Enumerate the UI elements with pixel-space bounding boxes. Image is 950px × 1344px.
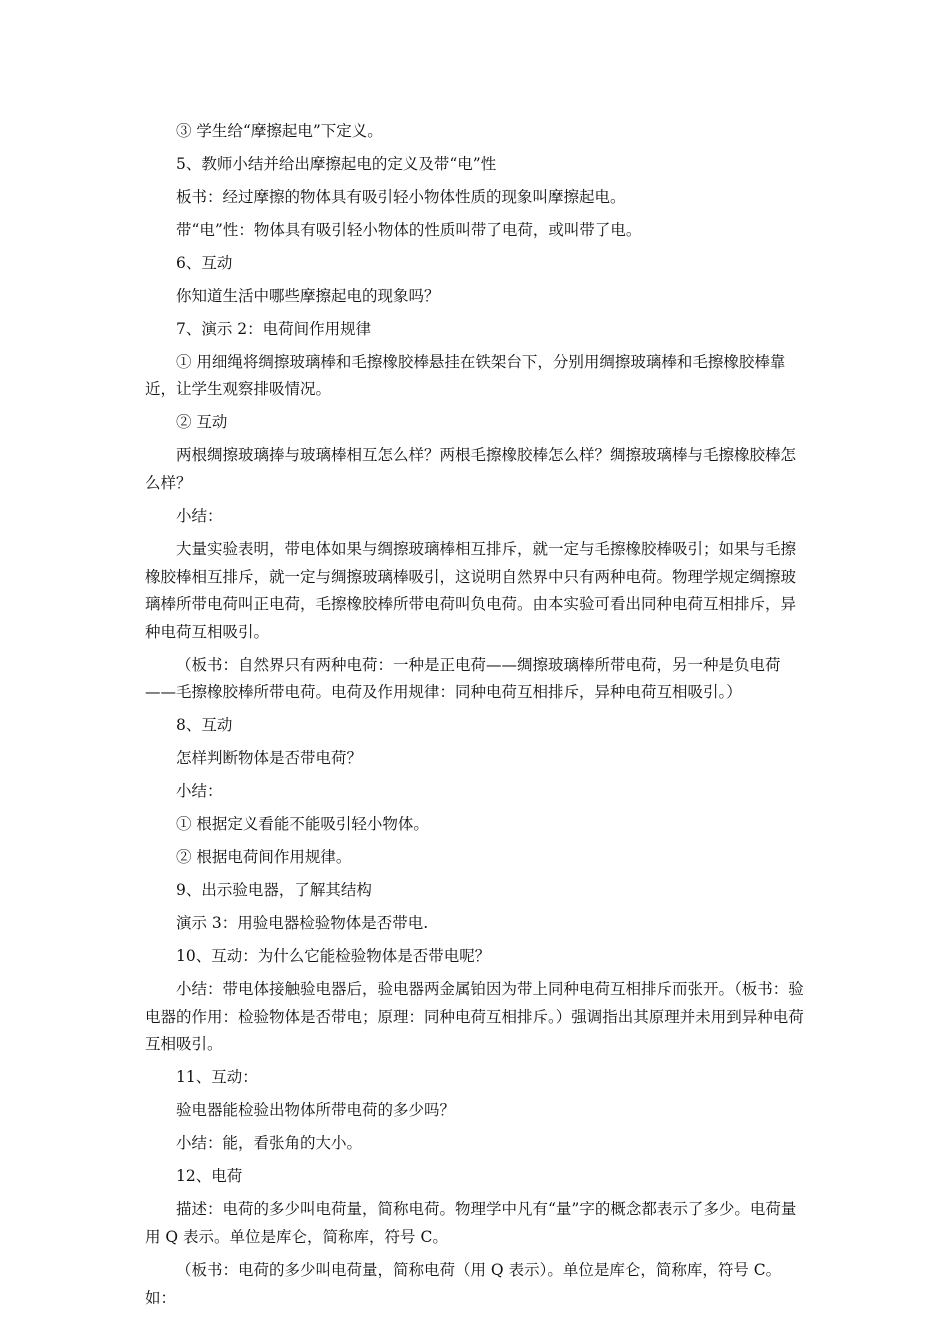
paragraph-question-daily-life: 你知道生活中哪些摩擦起电的现象吗？ bbox=[176, 286, 440, 305]
paragraph-charged-property: 带“电”性：物体具有吸引轻小物体的性质叫带了电荷，或叫带了电。 bbox=[176, 220, 642, 239]
paragraph-section-8-heading: 8、互动 bbox=[176, 716, 233, 735]
paragraph-board-friction-charging: 板书：经过摩擦的物体具有吸引轻小物体性质的现象叫摩擦起电。 bbox=[176, 187, 626, 206]
paragraph-section-6-heading: 6、互动 bbox=[176, 253, 233, 272]
paragraph-judge-method-2: ② 根据电荷间作用规律。 bbox=[176, 848, 352, 867]
paragraph-summary-label-2: 小结： bbox=[176, 782, 223, 801]
paragraph-section-5-heading: 5、教师小结并给出摩擦起电的定义及带“电”性 bbox=[176, 154, 497, 173]
paragraph-summary-label: 小结： bbox=[176, 507, 223, 526]
paragraph-demo-2-step-1: ① 用细绳将绸擦玻璃棒和毛擦橡胶棒悬挂在铁架台下，分别用绸擦玻璃棒和毛擦橡胶棒靠近，让学生观察排吸情况。 bbox=[145, 352, 786, 399]
paragraph-charge-description: 描述：电荷的多少叫电荷量，简称电荷。物理学中凡有“量”字的概念都表示了多少。电荷量用 Q 表示。单位是库仑，简称库，符号 C。 bbox=[145, 1200, 797, 1246]
paragraph-section-12-heading: 12、电荷 bbox=[176, 1167, 243, 1186]
paragraph-section-11-heading: 11、互动： bbox=[176, 1068, 258, 1087]
paragraph-board-charge-quantity: （板书：电荷的多少叫电荷量，简称电荷（用 Q 表示）。单位是库仑，简称库，符号 C。如： bbox=[145, 1260, 782, 1307]
paragraph-question-charged: 怎样判断物体是否带电荷？ bbox=[176, 749, 363, 768]
paragraph-section-7-heading: 7、演示 2：电荷间作用规律 bbox=[176, 319, 372, 338]
paragraph-electroscope-summary: 小结：带电体接触验电器后，验电器两金属铂因为带上同种电荷互相排斥而张开。（板书：验电器的作用：检验物体是否带电；原理：同种电荷互相排斥。）强调指出其原理并未用到异种电荷互相吸引。 bbox=[145, 980, 804, 1054]
paragraph-summary-two-charges: 大量实验表明，带电体如果与绸擦玻璃棒相互排斥，就一定与毛擦橡胶棒吸引；如果与毛擦橡胶棒相互排斥，就一定与绸擦玻璃棒吸引，这说明自然界中只有两种电荷。物理学规定绸擦玻璃棒所带电荷叫正电荷，毛擦橡胶棒所带电荷叫负电荷。由本实验可看出同种电荷互相排斥，异种电荷互相吸引。 bbox=[145, 540, 797, 641]
paragraph-demo-2-step-2: ② 互动 bbox=[176, 413, 228, 432]
paragraph-section-10-heading: 10、互动：为什么它能检验物体是否带电呢？ bbox=[176, 947, 491, 966]
paragraph-step-3-definition: ③ 学生给“摩擦起电”下定义。 bbox=[176, 122, 383, 140]
paragraph-demo-2-questions: 两根绸擦玻璃捧与玻璃棒相互怎么样？两根毛擦橡胶棒怎么样？绸擦玻璃棒与毛擦橡胶棒怎么样？ bbox=[145, 446, 797, 493]
paragraph-demo-3: 演示 3：用验电器检验物体是否带电. bbox=[176, 914, 429, 933]
paragraph-section-9-heading: 9、出示验电器，了解其结构 bbox=[176, 881, 372, 900]
paragraph-board-two-charges: （板书：自然界只有两种电荷：一种是正电荷——绸擦玻璃棒所带电荷，另一种是负电荷——毛擦橡胶棒所带电荷。电荷及作用规律：同种电荷互相排斥，异种电荷互相吸引。） bbox=[145, 655, 781, 702]
paragraph-summary-angle: 小结：能，看张角的大小。 bbox=[176, 1134, 363, 1153]
paragraph-question-amount: 验电器能检验出物体所带电荷的多少吗？ bbox=[176, 1101, 456, 1120]
paragraph-judge-method-1: ① 根据定义看能不能吸引轻小物体。 bbox=[176, 815, 429, 834]
